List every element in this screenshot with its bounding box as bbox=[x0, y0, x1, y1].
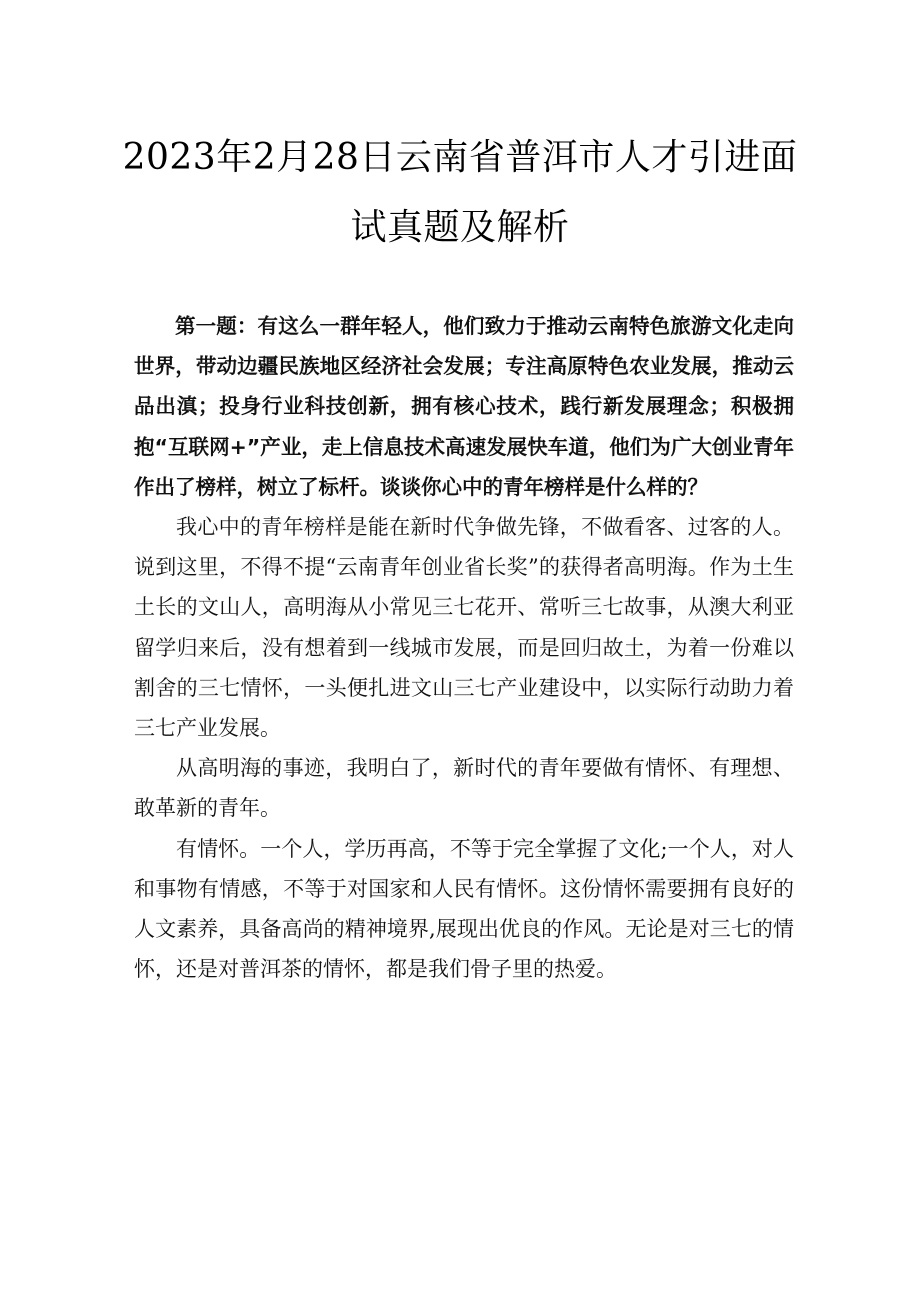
document-title-line-1: 2023年2月28日云南省普洱市人才引进面 bbox=[122, 137, 798, 178]
answer-paragraph-3: 有情怀。一个人，学历再高，不等于完全掌握了文化;一个人，对人和事物有情感，不等于对国家和人民有情怀。这份情怀需要拥有良好的人文素养，具备高尚的精神境界,展现出优良的作风。无论是对三七的情怀，还是对普洱茶的情怀，都是我们骨子里的热爱。 bbox=[134, 836, 794, 982]
document-body bbox=[134, 306, 794, 989]
question-paragraph: 第一题：有这么一群年轻人，他们致力于推动云南特色旅游文化走向世界，带动边疆民族地区经济社会发展；专注高原特色农业发展，推动云品出滇；投身行业科技创新，拥有核心技术，践行新发展理念；积极拥抱“互联网+”产业，走上信息技术高速发展快车道，他们为广大创业青年作出了榜样，树立了标杆。谈谈你心中的青年榜样是什么样的？ bbox=[134, 314, 794, 499]
answer-paragraph-1: 我心中的青年榜样是能在新时代争做先锋，不做看客、过客的人。说到这里，不得不提“云南青年创业省长奖”的获得者高明海。作为土生土长的文山人，高明海从小常见三七花开、常听三七故事，从澳大利亚留学归来后，没有想着到一线城市发展，而是回归故土，为着一份难以割舍的三七情怀，一头便扎进文山三七产业建设中，以实际行动助力着三七产业发展。 bbox=[134, 515, 794, 741]
answer-paragraph-2: 从高明海的事迹，我明白了，新时代的青年要做有情怀、有理想、敢革新的青年。 bbox=[134, 756, 794, 821]
document-title-line-2: 试真题及解析 bbox=[350, 207, 570, 248]
